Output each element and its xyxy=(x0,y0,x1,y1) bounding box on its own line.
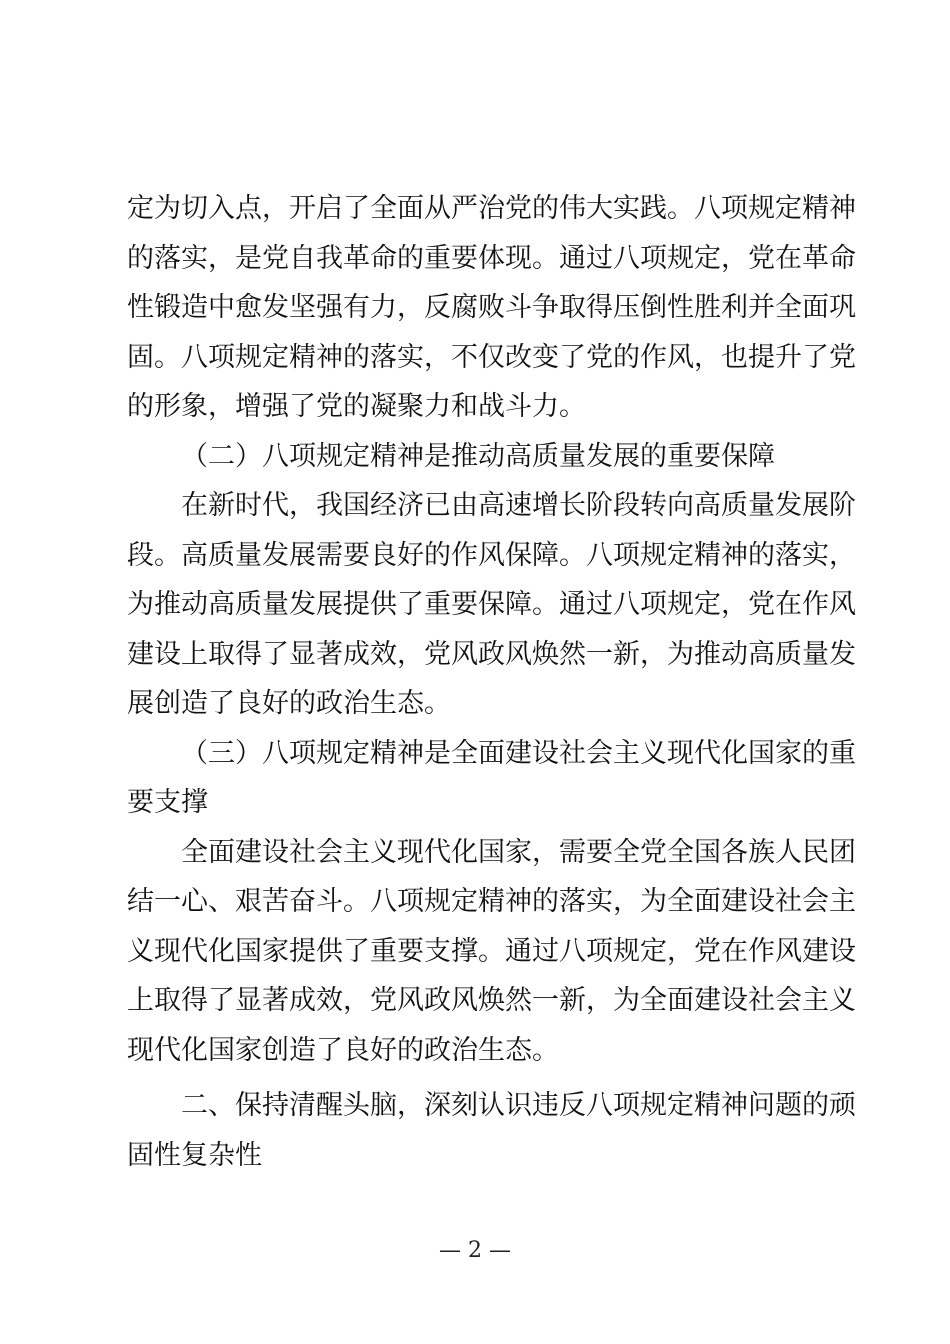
paragraph-line: 现代化国家创造了良好的政治生态。 xyxy=(127,1034,559,1066)
paragraph-line: 上取得了显著成效，党风政风焕然一新，为全面建设社会主义 xyxy=(127,985,856,1016)
paragraph-line: 性锻造中愈发坚强有力，反腐败斗争取得压倒性胜利并全面巩 xyxy=(127,292,856,323)
paragraph-line: 的形象，增强了党的凝聚力和战斗力。 xyxy=(127,391,586,422)
paragraph-line: 在新时代，我国经济已由高速增长阶段转向高质量发展阶 xyxy=(181,490,856,521)
chapter-heading: 二、保持清醒头脑，深刻认识违反八项规定精神问题的顽 xyxy=(181,1090,856,1121)
paragraph-line: 的落实，是党自我革命的重要体现。通过八项规定，党在革命 xyxy=(127,242,856,274)
paragraph-line: 全面建设社会主义现代化国家，需要全党全国各族人民团 xyxy=(181,836,856,868)
section-heading: （二）八项规定精神是推动高质量发展的重要保障 xyxy=(181,440,775,472)
paragraph-line: 定为切入点，开启了全面从严治党的伟大实践。八项规定精神 xyxy=(127,193,856,224)
paragraph-line: 固。八项规定精神的落实，不仅改变了党的作风，也提升了党 xyxy=(127,341,856,373)
section-heading-continued: 要支撑 xyxy=(127,787,208,818)
paragraph-line: 结一心、艰苦奋斗。八项规定精神的落实，为全面建设社会主 xyxy=(127,886,856,917)
paragraph-line: 为推动高质量发展提供了重要保障。通过八项规定，党在作风 xyxy=(127,589,856,620)
page-number: — 2 — xyxy=(439,1238,511,1263)
paragraph-line: 展创造了良好的政治生态。 xyxy=(127,688,451,719)
section-heading: （三）八项规定精神是全面建设社会主义现代化国家的重 xyxy=(181,737,856,769)
document-body xyxy=(127,184,856,1180)
paragraph-line: 建设上取得了显著成效，党风政风焕然一新，为推动高质量发 xyxy=(127,638,856,670)
paragraph-line: 段。高质量发展需要良好的作风保障。八项规定精神的落实， xyxy=(127,539,856,571)
paragraph-line: 义现代化国家提供了重要支撑。通过八项规定，党在作风建设 xyxy=(127,935,856,967)
chapter-heading-continued: 固性复杂性 xyxy=(127,1139,262,1171)
